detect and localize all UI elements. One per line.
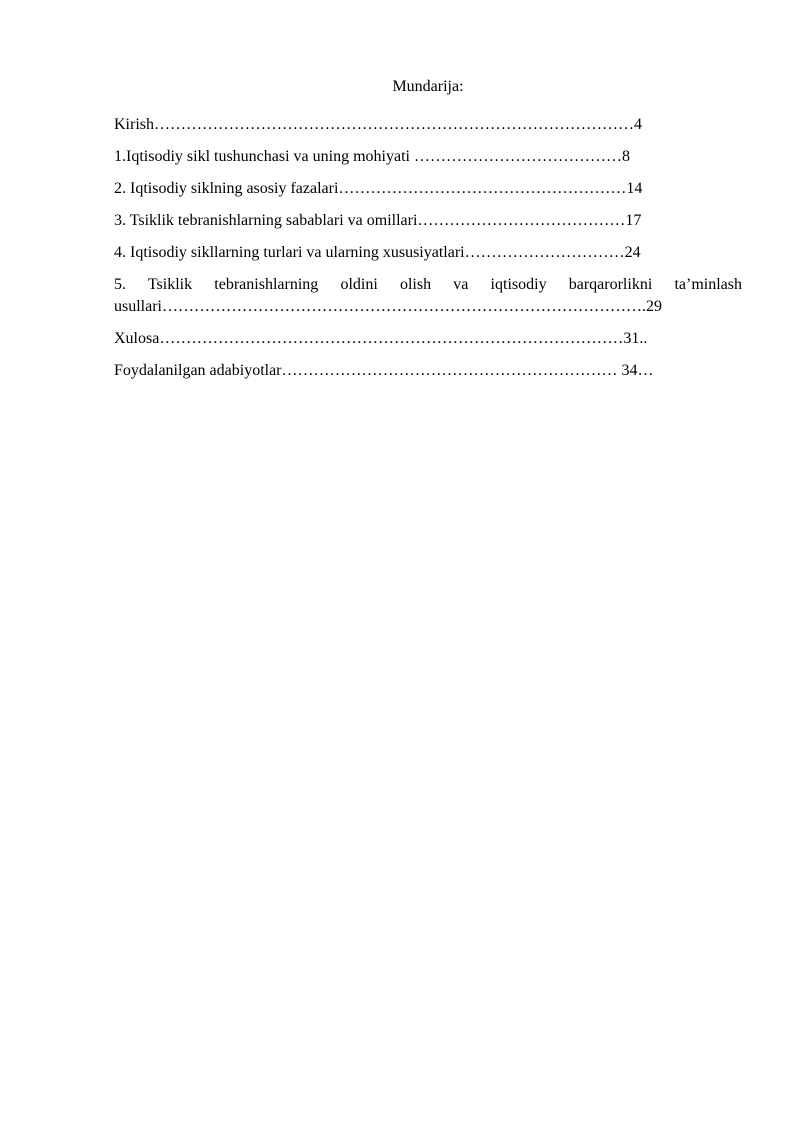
table-of-contents: [114, 76, 742, 392]
page-title: Mundarija:: [392, 78, 464, 95]
toc-entry-chapter-4: 4. Iqtisodiy sikllarning turlari va ularning xususiyatlari…………………………24: [114, 244, 641, 261]
toc-entry-introduction: Kirish………………………………………………………………………………4: [114, 116, 642, 133]
toc-entry-chapter-1: 1.Iqtisodiy sikl tushunchasi va uning mohiyati …………………………………8: [114, 148, 630, 165]
toc-entry-conclusion: Xulosa……………………………………………………………………………31..: [114, 330, 648, 347]
toc-entry-chapter-2: 2. Iqtisodiy siklning asosiy fazalari………………………………………………14: [114, 180, 643, 197]
toc-list: [114, 114, 742, 382]
toc-entry-chapter-5: 5. Tsiklik tebranishlarning oldini olish va iqtisodiy barqarorlikni ta’minlash usullari……………………………………………………………………………….29: [114, 276, 742, 315]
toc-entry-references: Foydalanilgan adabiyotlar……………………………………………………… 34…: [114, 362, 654, 379]
toc-entry-chapter-3: 3. Tsiklik tebranishlarning sabablari va omillari…………………………………17: [114, 212, 642, 229]
